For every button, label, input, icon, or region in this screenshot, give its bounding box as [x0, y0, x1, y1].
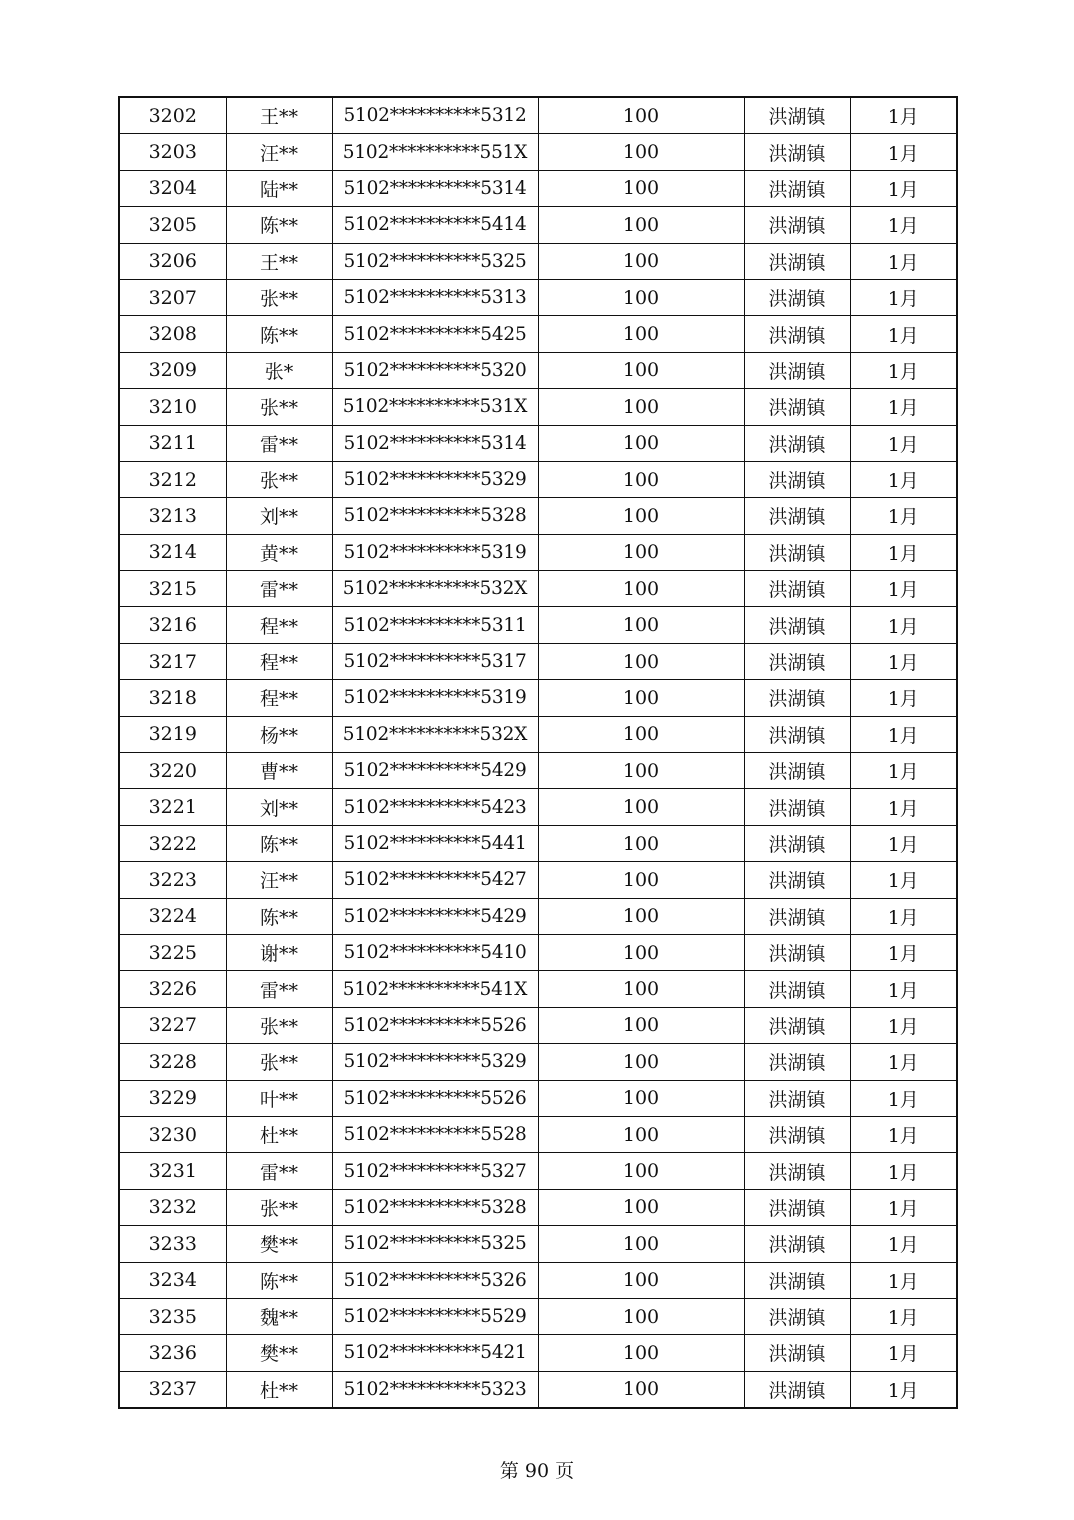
cell-month: 1月 [850, 243, 957, 279]
cell-month: 1月 [850, 1116, 957, 1152]
cell-month: 1月 [850, 716, 957, 752]
cell-name: 程** [226, 643, 332, 679]
cell-month: 1月 [850, 607, 957, 643]
cell-amount: 100 [538, 571, 744, 607]
cell-town: 洪湖镇 [744, 1371, 850, 1408]
cell-name: 张** [226, 1007, 332, 1043]
cell-serial-number: 3216 [119, 607, 226, 643]
cell-town: 洪湖镇 [744, 316, 850, 352]
cell-amount: 100 [538, 716, 744, 752]
cell-month: 1月 [850, 971, 957, 1007]
table-row [119, 1044, 957, 1080]
cell-month: 1月 [850, 680, 957, 716]
cell-name: 曹** [226, 753, 332, 789]
cell-amount: 100 [538, 170, 744, 206]
cell-id-number: 5102**********532X [332, 571, 538, 607]
cell-id-number: 5102**********5329 [332, 1044, 538, 1080]
cell-serial-number: 3202 [119, 97, 226, 134]
cell-serial-number: 3210 [119, 389, 226, 425]
cell-serial-number: 3207 [119, 279, 226, 315]
cell-month: 1月 [850, 1007, 957, 1043]
cell-town: 洪湖镇 [744, 607, 850, 643]
cell-id-number: 5102**********5427 [332, 862, 538, 898]
cell-id-number: 5102**********5328 [332, 498, 538, 534]
cell-month: 1月 [850, 461, 957, 497]
cell-name: 杨** [226, 716, 332, 752]
cell-amount: 100 [538, 607, 744, 643]
cell-name: 杜** [226, 1371, 332, 1408]
cell-serial-number: 3221 [119, 789, 226, 825]
cell-name: 王** [226, 243, 332, 279]
cell-name: 刘** [226, 789, 332, 825]
cell-month: 1月 [850, 425, 957, 461]
cell-amount: 100 [538, 1262, 744, 1298]
cell-name: 谢** [226, 934, 332, 970]
cell-id-number: 5102**********5312 [332, 97, 538, 134]
cell-serial-number: 3214 [119, 534, 226, 570]
cell-town: 洪湖镇 [744, 1298, 850, 1334]
cell-month: 1月 [850, 389, 957, 425]
table-row [119, 1153, 957, 1189]
cell-name: 樊** [226, 1226, 332, 1262]
cell-id-number: 5102**********532X [332, 716, 538, 752]
table-row [119, 862, 957, 898]
cell-name: 雷** [226, 425, 332, 461]
cell-name: 张** [226, 1044, 332, 1080]
cell-town: 洪湖镇 [744, 571, 850, 607]
cell-month: 1月 [850, 498, 957, 534]
cell-month: 1月 [850, 898, 957, 934]
cell-month: 1月 [850, 1371, 957, 1408]
table-row [119, 643, 957, 679]
cell-month: 1月 [850, 170, 957, 206]
cell-town: 洪湖镇 [744, 643, 850, 679]
cell-id-number: 5102**********5326 [332, 1262, 538, 1298]
cell-name: 刘** [226, 498, 332, 534]
cell-id-number: 5102**********5329 [332, 461, 538, 497]
cell-name: 陆** [226, 170, 332, 206]
cell-amount: 100 [538, 862, 744, 898]
cell-serial-number: 3234 [119, 1262, 226, 1298]
table-row [119, 1298, 957, 1334]
cell-id-number: 5102**********5328 [332, 1189, 538, 1225]
cell-serial-number: 3220 [119, 753, 226, 789]
cell-amount: 100 [538, 643, 744, 679]
cell-amount: 100 [538, 971, 744, 1007]
page-number: 第 90 页 [499, 1460, 575, 1482]
table-row [119, 1007, 957, 1043]
cell-name: 雷** [226, 971, 332, 1007]
cell-town: 洪湖镇 [744, 716, 850, 752]
cell-id-number: 5102**********5327 [332, 1153, 538, 1189]
cell-name: 陈** [226, 207, 332, 243]
cell-month: 1月 [850, 316, 957, 352]
cell-name: 张** [226, 279, 332, 315]
cell-serial-number: 3235 [119, 1298, 226, 1334]
cell-serial-number: 3219 [119, 716, 226, 752]
table-row [119, 1262, 957, 1298]
cell-month: 1月 [850, 1335, 957, 1371]
cell-id-number: 5102**********541X [332, 971, 538, 1007]
table-row [119, 425, 957, 461]
cell-id-number: 5102**********5429 [332, 753, 538, 789]
cell-month: 1月 [850, 1044, 957, 1080]
cell-id-number: 5102**********5325 [332, 1226, 538, 1262]
cell-name: 黄** [226, 534, 332, 570]
cell-id-number: 5102**********5314 [332, 425, 538, 461]
cell-amount: 100 [538, 243, 744, 279]
cell-amount: 100 [538, 934, 744, 970]
cell-serial-number: 3232 [119, 1189, 226, 1225]
cell-amount: 100 [538, 534, 744, 570]
cell-amount: 100 [538, 498, 744, 534]
cell-town: 洪湖镇 [744, 1080, 850, 1116]
cell-name: 魏** [226, 1298, 332, 1334]
cell-month: 1月 [850, 1262, 957, 1298]
cell-serial-number: 3231 [119, 1153, 226, 1189]
cell-amount: 100 [538, 1044, 744, 1080]
cell-amount: 100 [538, 789, 744, 825]
table-row [119, 680, 957, 716]
cell-name: 陈** [226, 825, 332, 861]
table-row [119, 1226, 957, 1262]
table-row [119, 971, 957, 1007]
cell-month: 1月 [850, 643, 957, 679]
cell-town: 洪湖镇 [744, 789, 850, 825]
cell-serial-number: 3206 [119, 243, 226, 279]
cell-month: 1月 [850, 571, 957, 607]
cell-id-number: 5102**********5319 [332, 534, 538, 570]
cell-serial-number: 3227 [119, 1007, 226, 1043]
cell-month: 1月 [850, 753, 957, 789]
cell-town: 洪湖镇 [744, 207, 850, 243]
cell-amount: 100 [538, 1298, 744, 1334]
cell-town: 洪湖镇 [744, 680, 850, 716]
table-row [119, 1335, 957, 1371]
table-row [119, 389, 957, 425]
cell-month: 1月 [850, 789, 957, 825]
cell-town: 洪湖镇 [744, 425, 850, 461]
table-row [119, 1371, 957, 1408]
cell-amount: 100 [538, 97, 744, 134]
cell-id-number: 5102**********5323 [332, 1371, 538, 1408]
cell-town: 洪湖镇 [744, 1226, 850, 1262]
cell-town: 洪湖镇 [744, 753, 850, 789]
cell-month: 1月 [850, 207, 957, 243]
cell-town: 洪湖镇 [744, 389, 850, 425]
cell-id-number: 5102**********551X [332, 134, 538, 170]
cell-name: 陈** [226, 1262, 332, 1298]
cell-amount: 100 [538, 1080, 744, 1116]
cell-serial-number: 3233 [119, 1226, 226, 1262]
table-row [119, 825, 957, 861]
cell-id-number: 5102**********5441 [332, 825, 538, 861]
cell-month: 1月 [850, 1153, 957, 1189]
cell-town: 洪湖镇 [744, 898, 850, 934]
table-row [119, 97, 957, 134]
cell-town: 洪湖镇 [744, 1007, 850, 1043]
cell-serial-number: 3217 [119, 643, 226, 679]
cell-serial-number: 3205 [119, 207, 226, 243]
cell-serial-number: 3226 [119, 971, 226, 1007]
cell-id-number: 5102**********5319 [332, 680, 538, 716]
cell-serial-number: 3223 [119, 862, 226, 898]
cell-town: 洪湖镇 [744, 279, 850, 315]
cell-month: 1月 [850, 1226, 957, 1262]
table-row [119, 1116, 957, 1152]
cell-month: 1月 [850, 134, 957, 170]
cell-amount: 100 [538, 134, 744, 170]
table-row [119, 352, 957, 388]
cell-serial-number: 3208 [119, 316, 226, 352]
cell-town: 洪湖镇 [744, 534, 850, 570]
cell-amount: 100 [538, 1335, 744, 1371]
cell-id-number: 5102**********5311 [332, 607, 538, 643]
cell-serial-number: 3213 [119, 498, 226, 534]
cell-town: 洪湖镇 [744, 461, 850, 497]
cell-town: 洪湖镇 [744, 498, 850, 534]
table-row [119, 170, 957, 206]
cell-serial-number: 3230 [119, 1116, 226, 1152]
cell-amount: 100 [538, 753, 744, 789]
table-row [119, 898, 957, 934]
cell-id-number: 5102**********5313 [332, 279, 538, 315]
cell-town: 洪湖镇 [744, 1189, 850, 1225]
table-row [119, 1080, 957, 1116]
cell-name: 张* [226, 352, 332, 388]
cell-amount: 100 [538, 389, 744, 425]
cell-town: 洪湖镇 [744, 825, 850, 861]
cell-month: 1月 [850, 352, 957, 388]
cell-month: 1月 [850, 279, 957, 315]
table-row [119, 134, 957, 170]
cell-amount: 100 [538, 680, 744, 716]
cell-serial-number: 3224 [119, 898, 226, 934]
table-row [119, 534, 957, 570]
cell-amount: 100 [538, 1116, 744, 1152]
cell-month: 1月 [850, 862, 957, 898]
cell-serial-number: 3225 [119, 934, 226, 970]
cell-name: 雷** [226, 1153, 332, 1189]
cell-serial-number: 3215 [119, 571, 226, 607]
cell-name: 樊** [226, 1335, 332, 1371]
table-row [119, 498, 957, 534]
cell-serial-number: 3236 [119, 1335, 226, 1371]
cell-id-number: 5102**********5528 [332, 1116, 538, 1152]
cell-town: 洪湖镇 [744, 1262, 850, 1298]
cell-month: 1月 [850, 534, 957, 570]
cell-serial-number: 3222 [119, 825, 226, 861]
cell-town: 洪湖镇 [744, 934, 850, 970]
cell-id-number: 5102**********5425 [332, 316, 538, 352]
cell-serial-number: 3204 [119, 170, 226, 206]
table-row [119, 279, 957, 315]
cell-amount: 100 [538, 279, 744, 315]
cell-id-number: 5102**********5421 [332, 1335, 538, 1371]
cell-amount: 100 [538, 825, 744, 861]
table-row [119, 316, 957, 352]
cell-town: 洪湖镇 [744, 134, 850, 170]
cell-amount: 100 [538, 425, 744, 461]
cell-name: 张** [226, 389, 332, 425]
cell-name: 叶** [226, 1080, 332, 1116]
table-row [119, 934, 957, 970]
cell-id-number: 5102**********5429 [332, 898, 538, 934]
cell-serial-number: 3237 [119, 1371, 226, 1408]
roster-body [119, 97, 957, 1408]
cell-name: 杜** [226, 1116, 332, 1152]
cell-amount: 100 [538, 1153, 744, 1189]
cell-month: 1月 [850, 97, 957, 134]
table-row [119, 461, 957, 497]
cell-id-number: 5102**********5320 [332, 352, 538, 388]
cell-amount: 100 [538, 461, 744, 497]
cell-amount: 100 [538, 898, 744, 934]
cell-month: 1月 [850, 1189, 957, 1225]
cell-town: 洪湖镇 [744, 862, 850, 898]
cell-month: 1月 [850, 1080, 957, 1116]
cell-serial-number: 3229 [119, 1080, 226, 1116]
cell-id-number: 5102**********5414 [332, 207, 538, 243]
cell-id-number: 5102**********5410 [332, 934, 538, 970]
cell-month: 1月 [850, 934, 957, 970]
cell-town: 洪湖镇 [744, 1335, 850, 1371]
cell-serial-number: 3218 [119, 680, 226, 716]
cell-name: 汪** [226, 862, 332, 898]
cell-id-number: 5102**********5423 [332, 789, 538, 825]
cell-serial-number: 3209 [119, 352, 226, 388]
cell-amount: 100 [538, 316, 744, 352]
cell-town: 洪湖镇 [744, 170, 850, 206]
cell-id-number: 5102**********5314 [332, 170, 538, 206]
cell-serial-number: 3203 [119, 134, 226, 170]
table-row [119, 243, 957, 279]
cell-name: 张** [226, 461, 332, 497]
cell-town: 洪湖镇 [744, 1153, 850, 1189]
cell-id-number: 5102**********5317 [332, 643, 538, 679]
cell-amount: 100 [538, 352, 744, 388]
cell-id-number: 5102**********5325 [332, 243, 538, 279]
cell-month: 1月 [850, 1298, 957, 1334]
cell-town: 洪湖镇 [744, 243, 850, 279]
table-row [119, 716, 957, 752]
cell-town: 洪湖镇 [744, 971, 850, 1007]
cell-name: 王** [226, 97, 332, 134]
table-row [119, 607, 957, 643]
cell-id-number: 5102**********531X [332, 389, 538, 425]
roster-table [118, 96, 958, 1409]
cell-town: 洪湖镇 [744, 352, 850, 388]
cell-town: 洪湖镇 [744, 97, 850, 134]
cell-serial-number: 3212 [119, 461, 226, 497]
cell-amount: 100 [538, 1371, 744, 1408]
cell-amount: 100 [538, 207, 744, 243]
cell-amount: 100 [538, 1007, 744, 1043]
cell-town: 洪湖镇 [744, 1116, 850, 1152]
cell-month: 1月 [850, 825, 957, 861]
table-row [119, 753, 957, 789]
cell-name: 程** [226, 607, 332, 643]
cell-name: 雷** [226, 571, 332, 607]
cell-name: 汪** [226, 134, 332, 170]
table-row [119, 207, 957, 243]
cell-serial-number: 3228 [119, 1044, 226, 1080]
table-row [119, 789, 957, 825]
cell-name: 陈** [226, 898, 332, 934]
cell-serial-number: 3211 [119, 425, 226, 461]
cell-id-number: 5102**********5529 [332, 1298, 538, 1334]
cell-name: 程** [226, 680, 332, 716]
cell-amount: 100 [538, 1226, 744, 1262]
cell-name: 陈** [226, 316, 332, 352]
cell-id-number: 5102**********5526 [332, 1080, 538, 1116]
cell-name: 张** [226, 1189, 332, 1225]
table-row [119, 1189, 957, 1225]
cell-town: 洪湖镇 [744, 1044, 850, 1080]
cell-id-number: 5102**********5526 [332, 1007, 538, 1043]
cell-amount: 100 [538, 1189, 744, 1225]
table-row [119, 571, 957, 607]
